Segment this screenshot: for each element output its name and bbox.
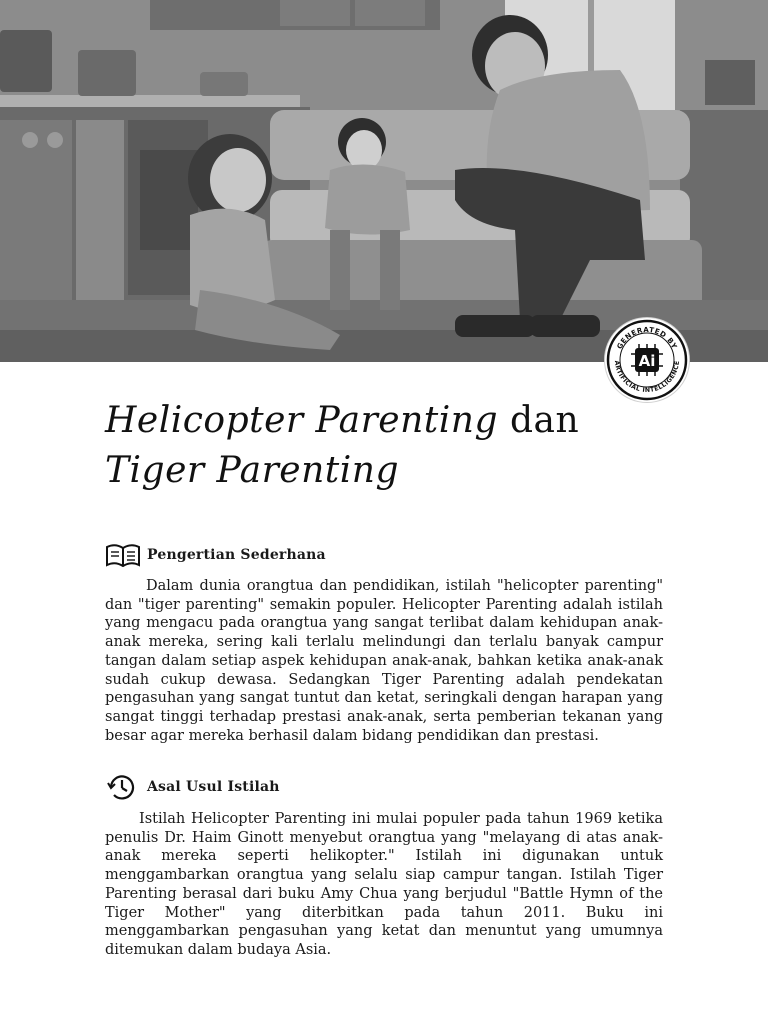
page-title: [105, 396, 685, 496]
section-heading-pengertian: [105, 540, 326, 570]
open-book-icon: [105, 540, 141, 570]
title-helicopter-parenting: Helicopter Parenting: [105, 400, 499, 441]
title-line-2: [105, 446, 685, 496]
ai-generated-badge: [605, 318, 689, 402]
section-heading-label: Pengertian Sederhana: [147, 547, 326, 563]
kitchen-scene-illustration: [0, 0, 768, 362]
ai-chip-icon: [605, 318, 689, 402]
section-body-asal-usul: Istilah Helicopter Parenting ini mulai populer pada tahun 1969 ketika penulis Dr. Haim Ginott menyebut orangtua yang "melayang di atas anak-anak mereka seperti helikopter." Istilah ini digunakan untuk menggambarkan orangtua yang selalu siap campur tangan. Istilah Tiger Parenting berasal dari buku Amy Chua yang berjudul "Battle Hymn of the Tiger Mother" yang diterbitkan pada tahun 2011. Buku ini menggambarkan pengasuhan yang ketat dan menuntut yang umumnya ditemukan dalam budaya Asia.: [105, 811, 663, 958]
history-clock-icon: [105, 772, 141, 802]
section-body-pengertian: Dalam dunia orangtua dan pendidikan, istilah "helicopter parenting" dan "tiger parenting" semakin populer. Helicopter Parenting adalah istilah yang mengacu pada orangtua yang sangat terlibat dalam kehidupan anak-anak mereka, sering kali terlalu melindungi dan terlalu banyak campur tangan dalam setiap aspek kehidupan anak-anak, bahkan ketika anak-anak sudah cukup dewasa. Sedangkan Tiger Parenting adalah pendekatan pengasuhan yang sangat tuntut dan ketat, seringkali dengan harapan yang sangat tinggi terhadap prestasi anak-anak, serta pemberian tekanan yang besar agar mereka berhasil dalam bidang pendidikan dan prestasi.: [105, 578, 663, 744]
section-heading-asal-usul: [105, 772, 280, 802]
badge-top-text: GENERATED BY: [615, 325, 679, 351]
badge-center-text: Ai: [638, 352, 656, 370]
hero-illustration: [0, 0, 768, 362]
title-line-1: [105, 396, 685, 446]
badge-bottom-text: ARTIFICIAL INTELLIGENCE: [612, 360, 682, 395]
title-dan: dan: [498, 400, 580, 441]
title-tiger-parenting: Tiger Parenting: [105, 450, 400, 491]
section-heading-label: Asal Usul Istilah: [147, 779, 280, 795]
